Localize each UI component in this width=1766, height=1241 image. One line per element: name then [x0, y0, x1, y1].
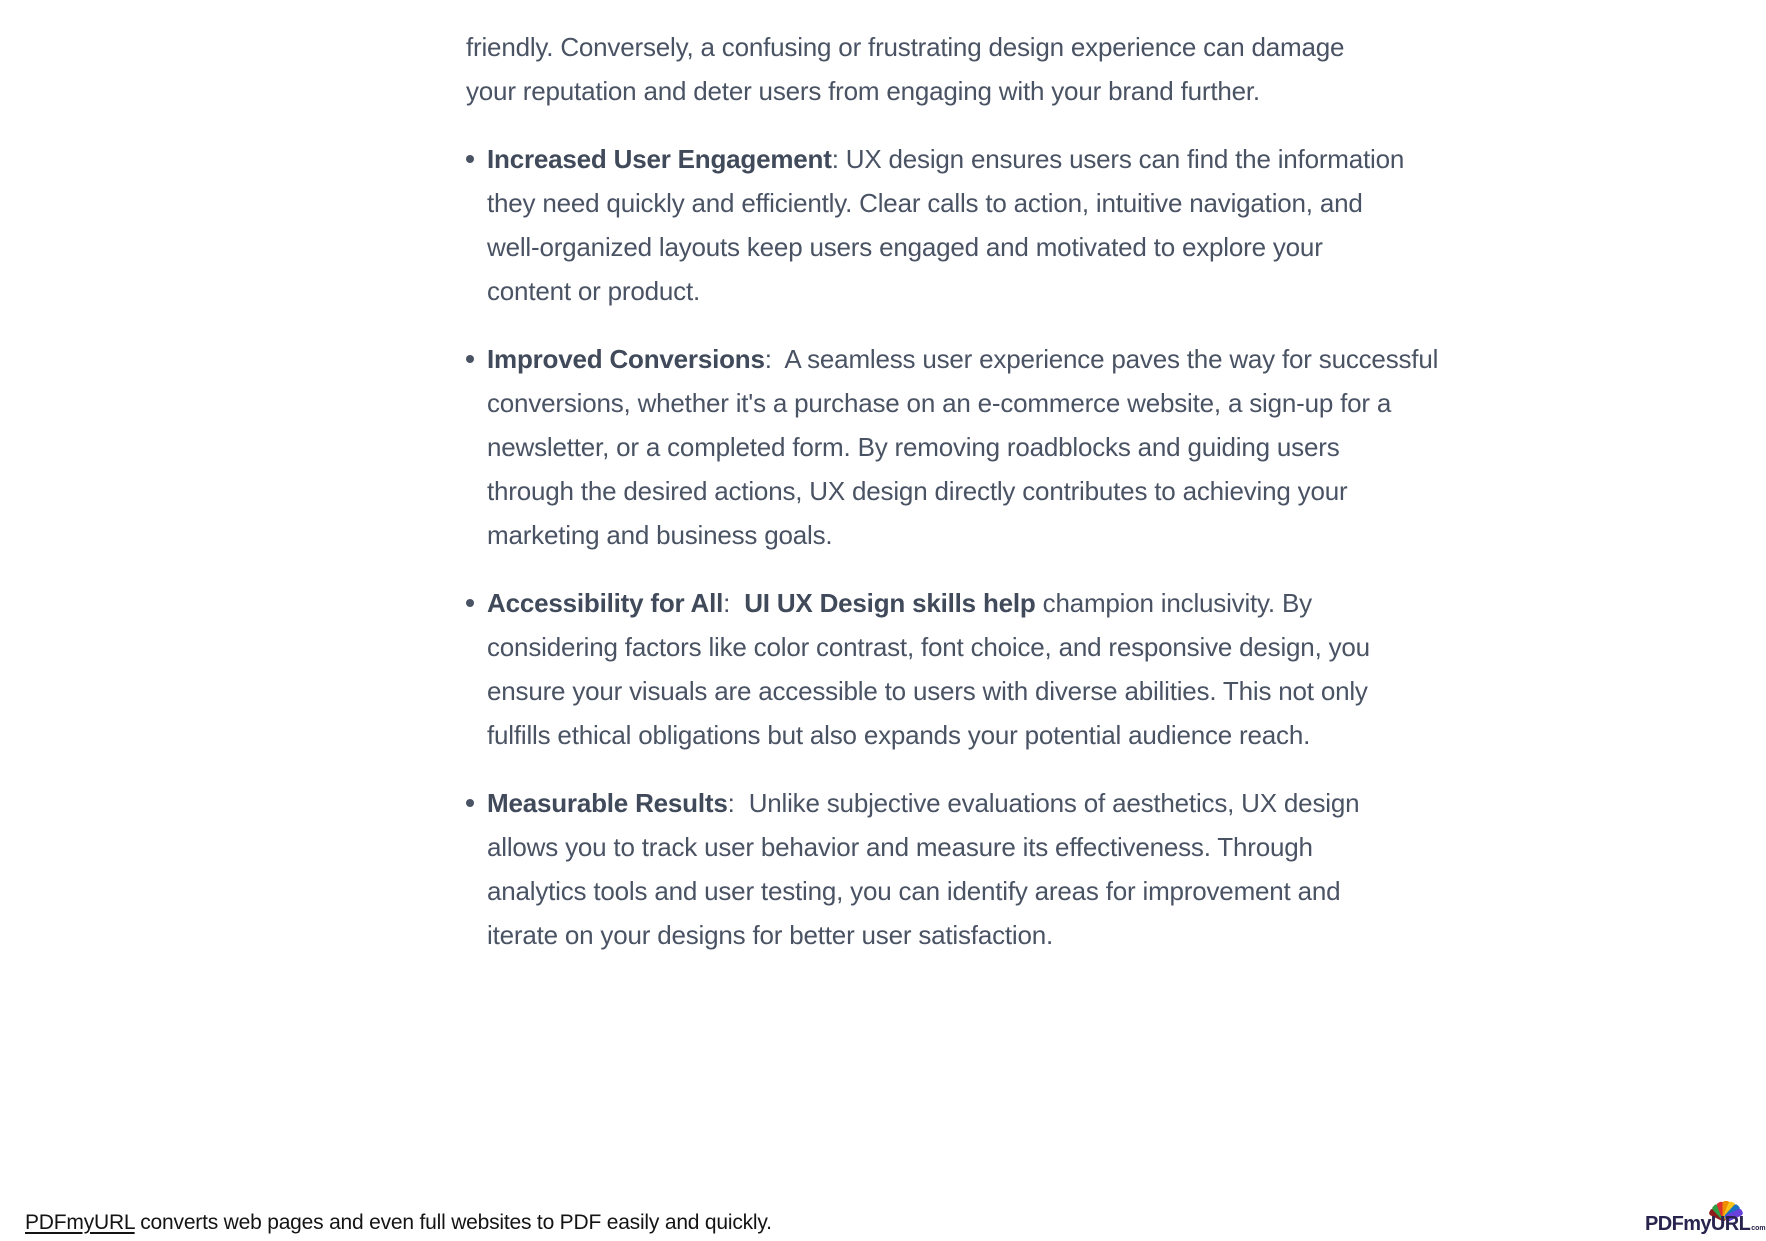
list-item-accessibility-for-all	[487, 581, 1426, 757]
bullet-icon	[466, 155, 474, 163]
intro-paragraph	[466, 25, 1426, 113]
text-line: friendly. Conversely, a confusing or frustrating design experience can damage	[466, 32, 1345, 62]
text-line: they need quickly and efficiently. Clear calls to action, intuitive navigation, and	[487, 188, 1363, 218]
item-separator: :	[764, 344, 785, 374]
item-title: Accessibility for All	[487, 588, 724, 618]
item-title: Measurable Results	[487, 788, 728, 818]
item-title-secondary: UI UX Design skills help	[744, 588, 1036, 618]
logo-tld: com	[1751, 1225, 1766, 1232]
item-separator: :	[727, 788, 749, 818]
item-separator: :	[831, 144, 846, 174]
text-line: considering factors like color contrast, font choice, and responsive design, you	[487, 632, 1370, 662]
pdfmyurl-link[interactable]: PDFmyURL	[25, 1211, 135, 1234]
item-text: Unlike subjective evaluations of aesthetics, UX design	[748, 788, 1360, 818]
list-item-improved-conversions	[487, 337, 1439, 557]
text-line: well-organized layouts keep users engaged and motivated to explore your	[487, 232, 1323, 262]
item-text: champion inclusivity. By	[1035, 588, 1312, 618]
text-line	[487, 581, 1426, 625]
text-line	[487, 137, 1426, 181]
bullet-icon	[466, 355, 474, 363]
item-text: UX design ensures users can find the information	[845, 144, 1405, 174]
text-line: through the desired actions, UX design directly contributes to achieving your	[487, 476, 1348, 506]
article-content	[466, 25, 1439, 957]
text-line: newsletter, or a completed form. By removing roadblocks and guiding users	[487, 432, 1340, 462]
footer-attribution	[25, 1209, 772, 1237]
text-line	[487, 781, 1426, 825]
text-line: ensure your visuals are accessible to users with diverse abilities. This not only	[487, 676, 1368, 706]
footer-text: converts web pages and even full websites to PDF easily and quickly.	[134, 1211, 772, 1234]
list-item-measurable-results	[487, 781, 1426, 957]
item-text: A seamless user experience paves the way for successful	[784, 344, 1439, 374]
logo-wordmark	[1645, 1213, 1766, 1236]
text-line: iterate on your designs for better user satisfaction.	[487, 920, 1054, 950]
text-line: conversions, whether it's a purchase on an e-commerce website, a sign-up for a	[487, 388, 1392, 418]
list-item-increased-user-engagement	[487, 137, 1426, 313]
text-line: analytics tools and user testing, you can identify areas for improvement and	[487, 876, 1341, 906]
text-line	[487, 337, 1439, 381]
pdfmyurl-logo[interactable]	[1645, 1198, 1766, 1241]
text-line: your reputation and deter users from engaging with your brand further.	[466, 76, 1260, 106]
item-separator: :	[723, 588, 745, 618]
text-line: content or product.	[487, 276, 700, 306]
benefits-list	[466, 137, 1439, 957]
bullet-icon	[466, 799, 474, 807]
text-line: fulfills ethical obligations but also expands your potential audience reach.	[487, 720, 1311, 750]
logo-text: PDFmyURL	[1645, 1213, 1751, 1235]
item-title: Improved Conversions	[487, 344, 765, 374]
text-line: marketing and business goals.	[487, 520, 833, 550]
bullet-icon	[466, 599, 474, 607]
item-title: Increased User Engagement	[487, 144, 832, 174]
text-line: allows you to track user behavior and measure its effectiveness. Through	[487, 832, 1313, 862]
